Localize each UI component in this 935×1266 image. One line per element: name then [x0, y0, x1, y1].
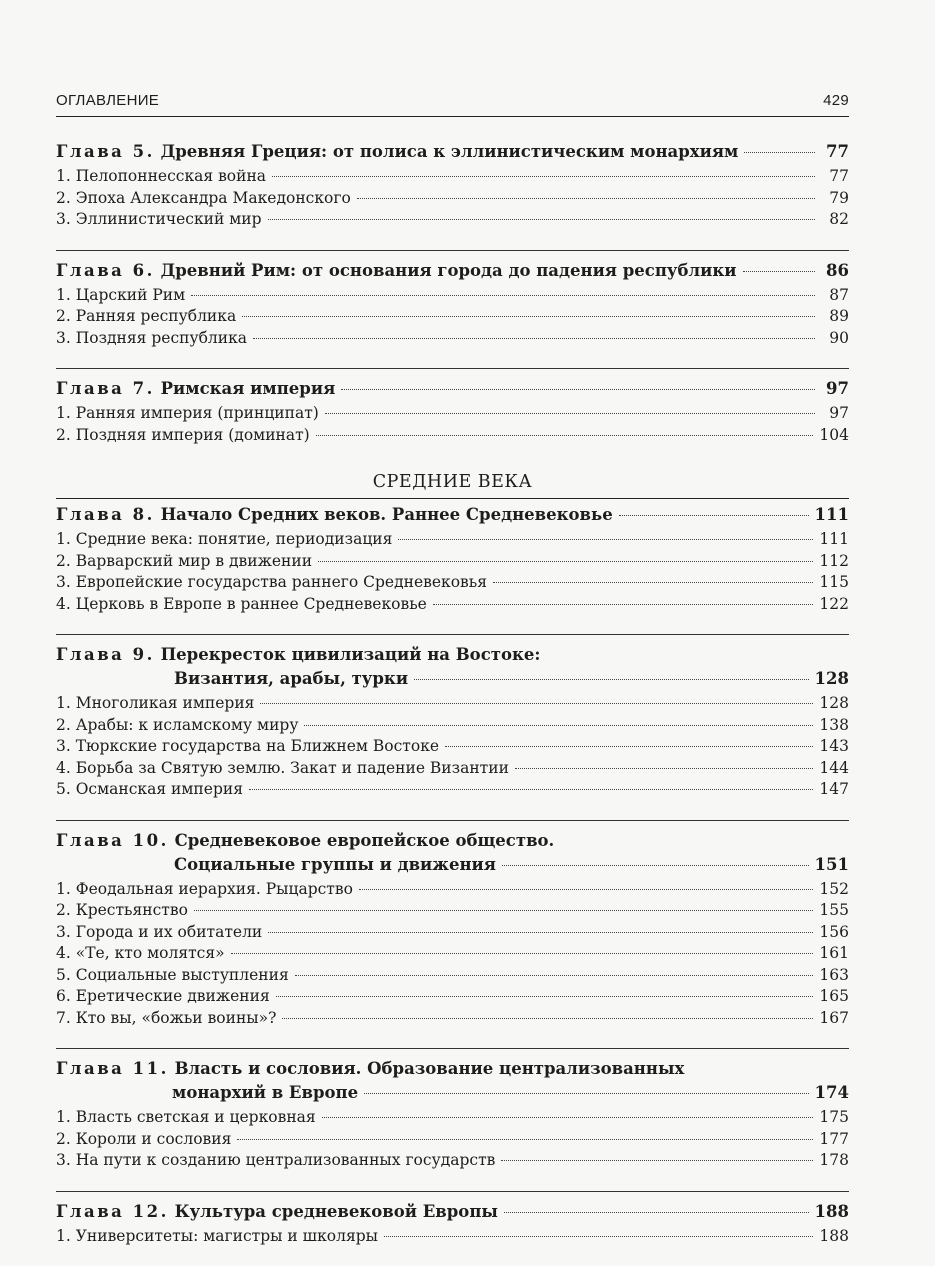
chapter-6	[56, 259, 849, 350]
dot-leader	[242, 316, 815, 317]
chapter-number: Глава 10.	[56, 830, 169, 850]
dot-leader	[433, 604, 814, 605]
chapter-separator	[56, 1048, 849, 1049]
chapter-title-line2: Византия, арабы, турки	[174, 669, 409, 688]
entry-page: 147	[819, 780, 849, 798]
toc-entry[interactable]	[56, 551, 849, 573]
dot-leader	[194, 910, 813, 911]
entry-page: 178	[819, 1151, 849, 1169]
chapter-heading[interactable]	[56, 503, 849, 527]
chapter-page: 111	[814, 505, 849, 524]
entry-page: 111	[819, 530, 849, 548]
entry-page: 155	[819, 901, 849, 919]
chapter-heading[interactable]	[56, 1200, 849, 1224]
dot-leader	[445, 746, 813, 747]
chapter-number: Глава 5.	[56, 142, 155, 161]
dot-leader	[743, 271, 816, 272]
dot-leader	[260, 703, 813, 704]
entry-page: 128	[819, 694, 849, 712]
chapter-10	[56, 829, 849, 1030]
dot-leader	[276, 996, 814, 997]
chapter-page: 174	[814, 1083, 849, 1102]
dot-leader	[384, 1236, 813, 1237]
entry-page: 165	[819, 987, 849, 1005]
chapter-page: 128	[814, 669, 849, 688]
chapter-title-line1: Власть и сословия. Образование централизованных	[174, 1059, 685, 1078]
dot-leader	[357, 198, 815, 199]
dot-leader	[504, 1212, 809, 1213]
entry-page: 104	[819, 425, 849, 444]
chapter-12	[56, 1200, 849, 1248]
toc-entry[interactable]	[56, 328, 849, 350]
dot-leader	[282, 1018, 813, 1019]
toc-entry[interactable]	[56, 965, 849, 987]
chapter-separator	[56, 1191, 849, 1192]
dot-leader	[268, 932, 813, 933]
entry-page: 90	[829, 328, 849, 347]
header-rule	[56, 116, 849, 117]
chapter-number: Глава 11.	[56, 1059, 169, 1078]
dot-leader	[272, 176, 815, 177]
chapter-title-line1: Перекресток цивилизаций на Востоке:	[160, 645, 541, 664]
entry-page: 138	[819, 715, 849, 734]
chapter-title-line1: Средневековое европейское общество.	[174, 830, 555, 850]
toc-entry[interactable]	[56, 943, 849, 965]
entry-title: 2. Арабы: к исламскому миру	[56, 715, 299, 734]
chapter-number: Глава 12.	[56, 1201, 169, 1221]
chapter-title-line2: монархий в Европе	[172, 1083, 359, 1102]
entry-title: 2. Крестьянство	[56, 901, 188, 919]
entry-title: 1. Многоликая империя	[56, 694, 255, 712]
entry-title: 5. Социальные выступления	[56, 965, 289, 984]
dot-leader	[318, 561, 813, 562]
dot-leader	[249, 789, 813, 790]
entry-title: 3. Поздняя республика	[56, 328, 248, 347]
entry-page: 82	[829, 210, 849, 228]
dot-leader	[295, 975, 814, 976]
toc-entry[interactable]	[56, 779, 849, 801]
toc-entry[interactable]	[56, 1129, 849, 1151]
entry-title: 4. Борьба за Святую землю. Закат и падение Византии	[56, 758, 509, 777]
toc-entry[interactable]	[56, 285, 849, 307]
chapter-heading[interactable]	[56, 140, 849, 164]
toc-entry[interactable]	[56, 425, 849, 447]
entry-title: 3. Эллинистический мир	[56, 210, 262, 228]
chapter-9	[56, 643, 849, 801]
chapter-page: 77	[826, 142, 849, 161]
entry-page: 87	[829, 285, 849, 304]
entry-page: 177	[819, 1129, 849, 1148]
chapter-11	[56, 1057, 849, 1172]
dot-leader	[304, 725, 813, 726]
chapter-separator	[56, 368, 849, 369]
chapter-heading[interactable]	[56, 667, 849, 691]
chapter-title: Начало Средних веков. Раннее Средневековье	[160, 505, 613, 524]
chapter-separator	[56, 820, 849, 821]
toc-entry[interactable]	[56, 736, 849, 758]
chapter-title: Культура средневековой Европы	[174, 1201, 498, 1221]
entry-title: 1. Средние века: понятие, периодизация	[56, 530, 393, 548]
entry-page: 156	[819, 922, 849, 941]
toc-entry[interactable]	[56, 166, 849, 188]
chapter-number: Глава 9.	[56, 645, 155, 664]
dot-leader	[253, 338, 815, 339]
toc-entry[interactable]	[56, 209, 849, 231]
entry-title: 1. Феодальная иерархия. Рыцарство	[56, 879, 353, 898]
entry-title: 7. Кто вы, «божьи воины»?	[56, 1008, 277, 1027]
dot-leader	[322, 1117, 814, 1118]
entry-title: 1. Университеты: магистры и школяры	[56, 1226, 378, 1245]
entry-title: 1. Власть светская и церковная	[56, 1108, 316, 1126]
chapter-page: 188	[814, 1201, 849, 1221]
entry-title: 1. Пелопоннесская война	[56, 167, 267, 185]
entry-title: 4. Церковь в Европе в раннее Средневековье	[56, 594, 427, 613]
entry-page: 89	[829, 307, 849, 325]
chapter-number: Глава 7.	[56, 379, 155, 398]
chapter-page: 97	[826, 379, 849, 398]
dot-leader	[493, 582, 813, 583]
toc-entry[interactable]	[56, 572, 849, 594]
chapter-heading[interactable]	[56, 1081, 849, 1105]
chapter-7	[56, 377, 849, 446]
entry-page: 112	[819, 551, 849, 570]
toc-entry[interactable]	[56, 1150, 849, 1172]
dot-leader	[398, 539, 813, 540]
dot-leader	[744, 152, 815, 153]
dot-leader	[502, 865, 809, 866]
toc-entry[interactable]	[56, 900, 849, 922]
entry-page: 79	[829, 188, 849, 207]
running-head	[56, 92, 849, 109]
entry-page: 188	[819, 1226, 849, 1245]
entry-title: 2. Поздняя империя (доминат)	[56, 425, 310, 444]
entry-title: 2. Ранняя республика	[56, 307, 237, 325]
toc-entry[interactable]	[56, 403, 849, 425]
dot-leader	[364, 1093, 808, 1094]
chapter-heading[interactable]	[56, 853, 849, 877]
chapter-separator	[56, 634, 849, 635]
table-of-contents	[56, 140, 849, 1266]
dot-leader	[414, 679, 808, 680]
dot-leader	[515, 768, 814, 769]
dot-leader	[231, 953, 814, 954]
dot-leader	[325, 413, 815, 414]
toc-entry[interactable]	[56, 693, 849, 715]
chapter-title-line2: Социальные группы и движения	[174, 854, 496, 874]
entry-page: 152	[819, 879, 849, 898]
entry-page: 167	[819, 1008, 849, 1027]
entry-title: 6. Еретические движения	[56, 987, 270, 1005]
dot-leader	[359, 889, 813, 890]
chapter-heading-line1	[56, 1057, 849, 1081]
entry-title: 3. Города и их обитатели	[56, 922, 263, 941]
entry-page: 115	[819, 573, 849, 591]
entry-title: 3. Тюркские государства на Ближнем Востоке	[56, 737, 440, 755]
entry-page: 143	[819, 737, 849, 755]
chapter-page: 151	[814, 854, 849, 874]
entry-title: 3. Европейские государства раннего Средневековья	[56, 573, 487, 591]
entry-title: 5. Османская империя	[56, 780, 243, 798]
entry-page: 144	[819, 758, 849, 777]
chapter-heading[interactable]	[56, 259, 849, 283]
chapter-number: Глава 6.	[56, 260, 155, 280]
chapter-heading[interactable]	[56, 377, 849, 401]
dot-leader	[316, 435, 814, 436]
toc-entry[interactable]	[56, 922, 849, 944]
entry-title: 4. «Те, кто молятся»	[56, 944, 225, 962]
toc-entry[interactable]	[56, 306, 849, 328]
chapter-page: 86	[826, 260, 849, 280]
toc-entry[interactable]	[56, 1107, 849, 1129]
entry-title: 1. Царский Рим	[56, 285, 186, 304]
toc-entry[interactable]	[56, 594, 849, 616]
section-heading: СРЕДНИЕ ВЕКА	[56, 472, 849, 499]
dot-leader	[268, 219, 815, 220]
chapter-separator	[56, 250, 849, 251]
toc-entry[interactable]	[56, 758, 849, 780]
entry-title: 1. Ранняя империя (принципат)	[56, 404, 319, 422]
toc-entry[interactable]	[56, 188, 849, 210]
dot-leader	[619, 515, 809, 516]
toc-entry[interactable]	[56, 1008, 849, 1030]
entry-title: 2. Короли и сословия	[56, 1129, 232, 1148]
chapter-title: Древний Рим: от основания города до падения республики	[160, 260, 737, 280]
toc-entry[interactable]	[56, 529, 849, 551]
chapter-title: Древняя Греция: от полиса к эллинистическим монархиям	[160, 142, 739, 161]
entry-title: 2. Варварский мир в движении	[56, 551, 313, 570]
entry-page: 77	[829, 167, 849, 185]
running-head-title: ОГЛАВЛЕНИЕ	[56, 92, 160, 109]
dot-leader	[237, 1139, 813, 1140]
chapter-heading-line1	[56, 643, 849, 667]
toc-entry[interactable]	[56, 986, 849, 1008]
entry-page: 97	[829, 404, 849, 422]
chapter-heading-line1	[56, 829, 849, 853]
page-number: 429	[823, 92, 849, 109]
chapter-8	[56, 503, 849, 615]
entry-title: 2. Эпоха Александра Македонского	[56, 188, 351, 207]
chapter-5	[56, 140, 849, 231]
toc-entry[interactable]	[56, 715, 849, 737]
toc-entry[interactable]	[56, 1226, 849, 1248]
entry-title: 3. На пути к созданию централизованных государств	[56, 1151, 496, 1169]
chapter-title: Римская империя	[160, 379, 336, 398]
entry-page: 122	[819, 594, 849, 613]
entry-page: 163	[819, 965, 849, 984]
dot-leader	[191, 295, 815, 296]
entry-page: 175	[819, 1108, 849, 1126]
dot-leader	[501, 1160, 813, 1161]
chapter-number: Глава 8.	[56, 505, 155, 524]
dot-leader	[341, 389, 815, 390]
toc-entry[interactable]	[56, 879, 849, 901]
entry-page: 161	[819, 944, 849, 962]
